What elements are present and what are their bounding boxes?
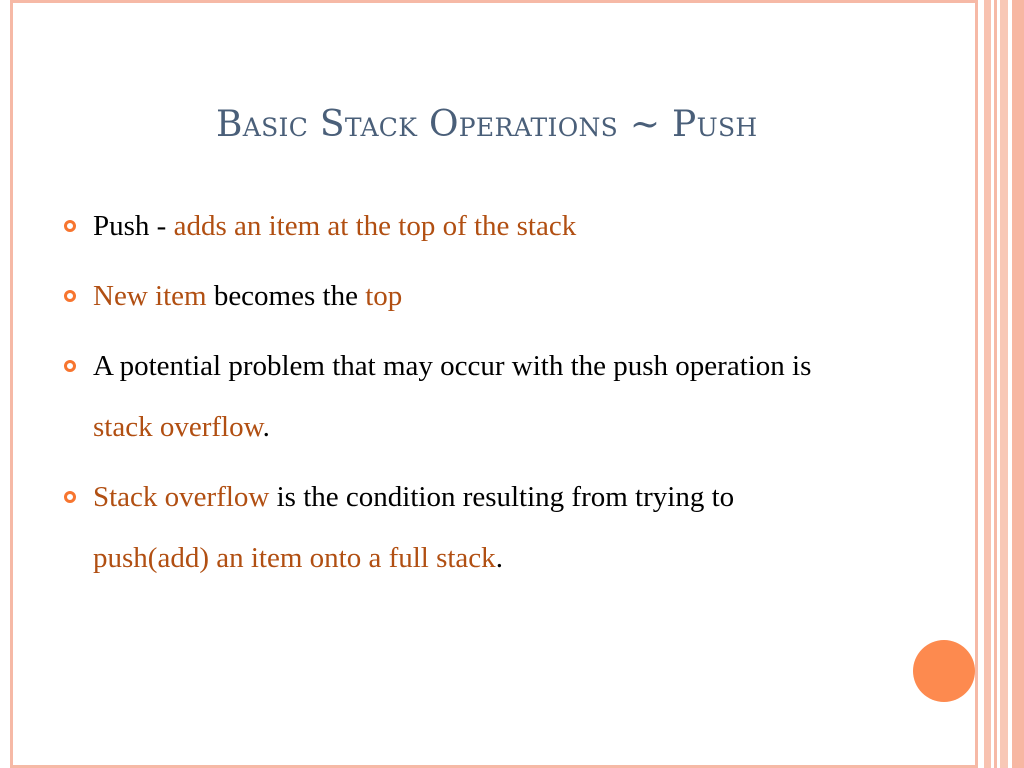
bullet-list: [64, 196, 844, 598]
bullet-item: [64, 467, 844, 589]
bullet-text-part: A potential problem that may occur with the push operation is: [93, 350, 812, 382]
bullet-highlight: push(add) an item onto a full stack: [93, 542, 496, 574]
frame-top-border: [10, 0, 978, 3]
decorative-stripe: [994, 0, 997, 768]
bullet-ring-icon: [64, 491, 76, 503]
bullet-text: [93, 481, 734, 574]
bullet-text-part: .: [495, 542, 503, 574]
bullet-ring-icon: [64, 290, 76, 302]
bullet-highlight: adds an item at the top of the stack: [173, 210, 577, 242]
bullet-text-part: is the condition resulting from trying to: [269, 481, 735, 513]
bullet-text-part: Push -: [93, 210, 174, 242]
decorative-stripe: [984, 0, 991, 768]
bullet-text: [93, 280, 402, 312]
bullet-ring-icon: [64, 220, 76, 232]
bullet-highlight: New item: [93, 280, 207, 312]
bullet-highlight: Stack overflow: [93, 481, 270, 513]
bullet-highlight: top: [365, 280, 403, 312]
slide-title: Basic Stack Operations ~ Push: [216, 104, 758, 145]
frame-left-border: [10, 0, 13, 768]
decorative-stripe: [1012, 0, 1024, 768]
bullet-item: [64, 336, 844, 458]
decorative-stripe: [1000, 0, 1008, 768]
bullet-ring-icon: [64, 360, 76, 372]
bullet-item: [64, 266, 844, 327]
bullet-text-part: .: [262, 411, 270, 443]
bullet-highlight: stack overflow: [93, 411, 263, 443]
bullet-text-part: becomes the: [206, 280, 366, 312]
frame-right-border: [975, 0, 978, 768]
bullet-text: [93, 350, 811, 443]
accent-circle: [913, 640, 975, 702]
bullet-text: [93, 210, 576, 242]
bullet-item: [64, 196, 844, 257]
